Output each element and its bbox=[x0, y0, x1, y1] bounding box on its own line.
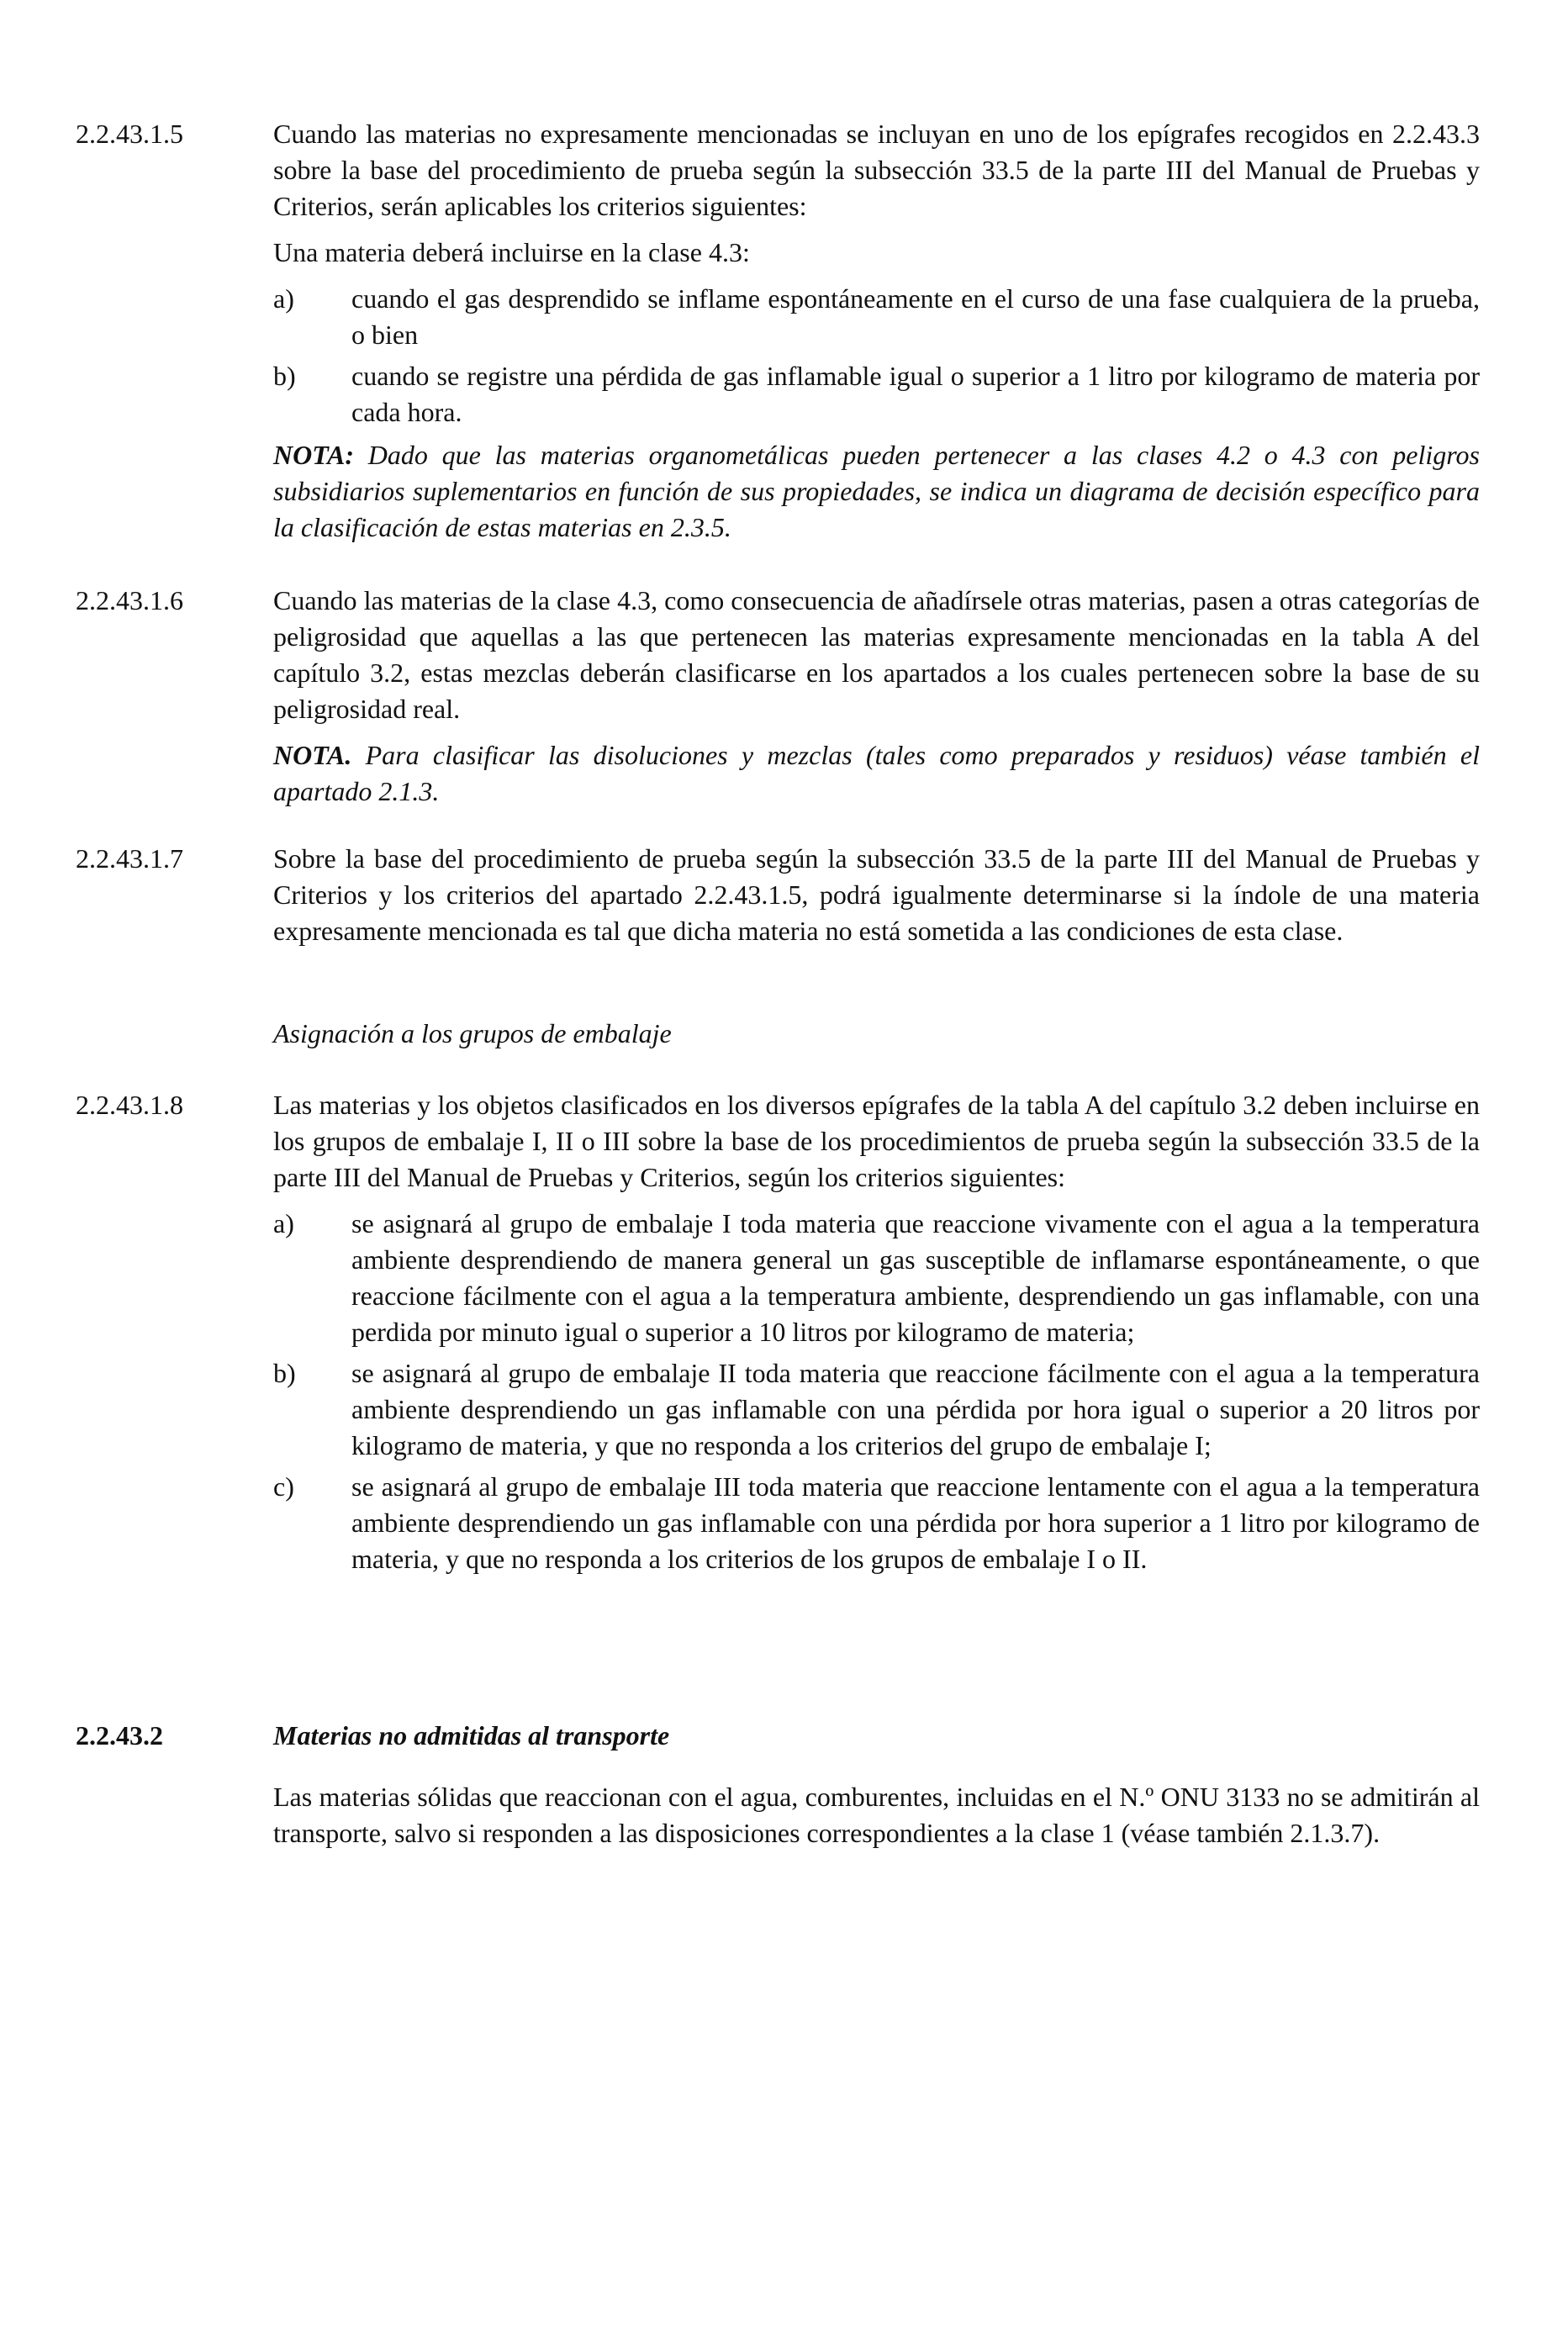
section-body bbox=[273, 583, 1480, 810]
list-item-label: b) bbox=[273, 361, 296, 391]
section-body bbox=[273, 116, 1480, 546]
paragraph: Una materia deberá incluirse en la clase 4.3: bbox=[273, 237, 750, 267]
section-body bbox=[273, 1718, 1480, 1851]
section-2-2-43-1-5 bbox=[76, 116, 1480, 556]
section-body bbox=[273, 841, 1480, 949]
paragraph: Cuando las materias no expresamente mencionadas se incluyan en uno de los epígrafes recogidos en 2.2.43.3 sobre la base del procedimiento de prueba según la subsección 33.5 de la parte III del Manual de Pruebas y Criterios, serán aplicables los criterios siguientes: bbox=[273, 119, 1480, 221]
note bbox=[273, 437, 1480, 546]
paragraph: Las materias sólidas que reaccionan con el agua, comburentes, incluidas en el N.º ONU 3133 no se admitirán al transporte, salvo si responden a las disposiciones correspondientes a la clase 1 (véase también 2.1.3.7). bbox=[273, 1782, 1480, 1848]
list-item bbox=[273, 358, 1480, 430]
section-heading: Materias no admitidas al transporte bbox=[273, 1720, 670, 1750]
note-label: NOTA. bbox=[273, 740, 352, 770]
list-item-text: cuando el gas desprendido se inflame espontáneamente en el curso de una fase cualquiera de la prueba, o bien bbox=[351, 283, 1480, 350]
packing-group-list bbox=[273, 1206, 1480, 1577]
section-2-2-43-1-8 bbox=[76, 1087, 1480, 1584]
criteria-list bbox=[273, 281, 1480, 430]
list-item-text: cuando se registre una pérdida de gas inflamable igual o superior a 1 litro por kilogramo de materia por cada hora. bbox=[351, 361, 1480, 427]
section-number: 2.2.43.1.5 bbox=[76, 119, 183, 149]
list-item bbox=[273, 1469, 1480, 1577]
section-number: 2.2.43.2 bbox=[76, 1720, 163, 1750]
note-text: Dado que las materias organometálicas pueden pertenecer a las clases 4.2 o 4.3 con peligros subsidiarios suplementarios en función de sus propiedades, se indica un diagrama de decisión específico para la clasificación de estas materias en 2.3.5. bbox=[273, 440, 1480, 542]
list-item-label: c) bbox=[273, 1471, 294, 1502]
list-item-label: a) bbox=[273, 283, 294, 314]
paragraph: Sobre la base del procedimiento de prueba según la subsección 33.5 de la parte III del Manual de Pruebas y Criterios y los criterios del apartado 2.2.43.1.5, podrá igualmente determinarse si la índole de una materia expresamente mencionada es tal que dicha materia no está sometida a las condiciones de esta clase. bbox=[273, 843, 1480, 946]
paragraph: Cuando las materias de la clase 4.3, como consecuencia de añadírsele otras materias, pasen a otras categorías de peligrosidad que aquellas a las que pertenecen las materias expresamente mencionadas en la tabla A del capítulo 3.2, estas mezclas deberán clasificarse en los apartados a los cuales pertenecen sobre la base de su peligrosidad real. bbox=[273, 585, 1480, 724]
section-number: 2.2.43.1.8 bbox=[76, 1090, 183, 1120]
subheading-block bbox=[76, 1016, 1480, 1062]
paragraph: Las materias y los objetos clasificados en los diversos epígrafes de la tabla A del capítulo 3.2 deben incluirse en los grupos de embalaje I, II o III sobre la base de los procedimientos de prueba según la subsección 33.5 de la parte III del Manual de Pruebas y Criterios, según los criterios siguientes: bbox=[273, 1090, 1480, 1192]
subheading: Asignación a los grupos de embalaje bbox=[273, 1018, 672, 1048]
section-2-2-43-2 bbox=[76, 1718, 1480, 1861]
note-label: NOTA: bbox=[273, 440, 354, 470]
list-item bbox=[273, 281, 1480, 353]
list-item-text: se asignará al grupo de embalaje II toda materia que reaccione fácilmente con el agua a la temperatura ambiente desprendiendo un gas inflamable con una pérdida por hora igual o superior a 20 litros por kilogramo de materia, y que no responda a los criterios del grupo de embalaje I; bbox=[351, 1358, 1480, 1460]
note-text: Para clasificar las disoluciones y mezclas (tales como preparados y residuos) véase también el apartado 2.1.3. bbox=[273, 740, 1480, 806]
list-item bbox=[273, 1355, 1480, 1464]
list-item-label: a) bbox=[273, 1208, 294, 1238]
section-2-2-43-1-7 bbox=[76, 841, 1480, 959]
section-number: 2.2.43.1.6 bbox=[76, 585, 183, 615]
section-2-2-43-1-6 bbox=[76, 583, 1480, 820]
section-number: 2.2.43.1.7 bbox=[76, 843, 183, 874]
list-item-text: se asignará al grupo de embalaje I toda materia que reaccione vivamente con el agua a la temperatura ambiente desprendiendo de manera general un gas susceptible de inflamarse espontáneamente, o que reaccione fácilmente con el agua a la temperatura ambiente, desprendiendo un gas inflamable, con una perdida por minuto igual o superior a 10 litros por kilogramo de materia; bbox=[351, 1208, 1480, 1347]
list-item-text: se asignará al grupo de embalaje III toda materia que reaccione lentamente con el agua a la temperatura ambiente desprendiendo un gas inflamable con una pérdida por hora superior a 1 litro por kilogramo de materia, y que no responda a los criterios de los grupos de embalaje I o II. bbox=[351, 1471, 1480, 1574]
section-body bbox=[273, 1087, 1480, 1577]
note bbox=[273, 737, 1480, 810]
list-item-label: b) bbox=[273, 1358, 296, 1388]
list-item bbox=[273, 1206, 1480, 1350]
